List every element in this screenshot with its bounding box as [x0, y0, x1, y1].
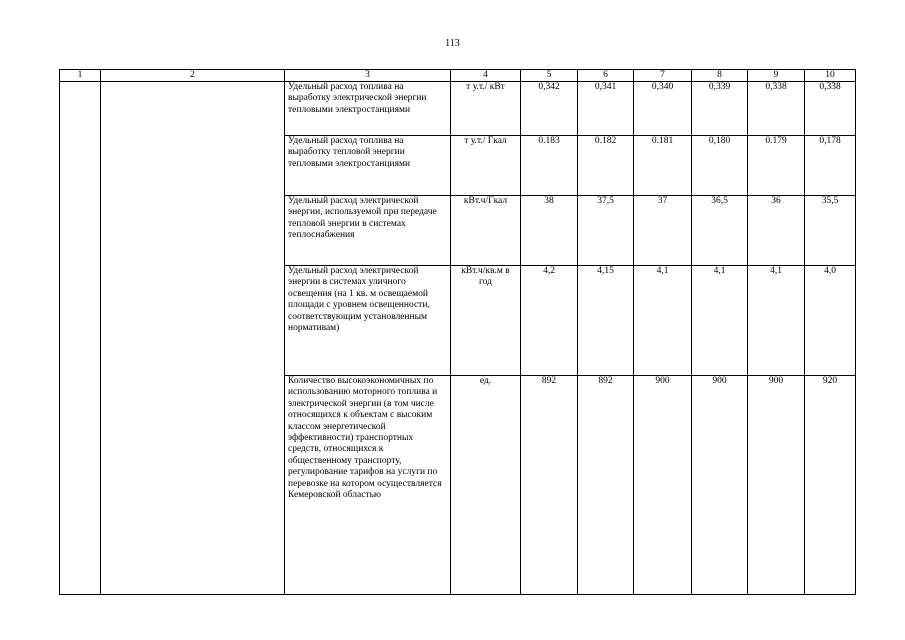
value-cell: 35,5	[805, 196, 856, 266]
column-header: 1	[60, 70, 101, 82]
value-cell: 0,342	[521, 82, 578, 136]
value-cell: 900	[634, 376, 692, 595]
empty-cell-col1	[60, 82, 101, 595]
value-cell: 36	[748, 196, 805, 266]
indicator-unit: т у.т./ Гкал	[451, 136, 521, 196]
value-cell: 892	[578, 376, 634, 595]
column-header: 6	[578, 70, 634, 82]
column-header: 4	[451, 70, 521, 82]
indicator-name: Удельный расход топлива на выработку электрической энергии тепловыми электростанциями	[285, 82, 451, 136]
value-cell: 0,180	[692, 136, 748, 196]
column-header: 10	[805, 70, 856, 82]
value-cell: 0.181	[634, 136, 692, 196]
indicator-name: Удельный расход электрической энергии в системах уличного освещения (на 1 кв. м освещаемой площади с уровнем освещенности, соответствующим установленным нормативам)	[285, 266, 451, 376]
column-header: 8	[692, 70, 748, 82]
value-cell: 4,15	[578, 266, 634, 376]
page-number: 113	[445, 38, 460, 49]
value-cell: 0.182	[578, 136, 634, 196]
column-header: 5	[521, 70, 578, 82]
indicator-unit: ед.	[451, 376, 521, 595]
value-cell: 4,0	[805, 266, 856, 376]
value-cell: 0,338	[748, 82, 805, 136]
value-cell: 0,338	[805, 82, 856, 136]
column-header: 9	[748, 70, 805, 82]
indicator-name: Удельный расход топлива на выработку тепловой энергии тепловыми электростанциями	[285, 136, 451, 196]
column-header: 7	[634, 70, 692, 82]
column-header: 3	[285, 70, 451, 82]
indicator-name: Количество высокоэкономичных по использованию моторного топлива и электрической энергии (в том числе относящихся к объектам с высоким классом энергетической эффективности) транспортных средств, относящихся к общественному транспорту, регулирование тарифов на услуги по перевозке на котором осуществляется Кемеровской областью	[285, 376, 451, 595]
empty-cell-col2	[101, 82, 285, 595]
indicator-unit: т у.т./ кВт	[451, 82, 521, 136]
value-cell: 0,340	[634, 82, 692, 136]
value-cell: 36,5	[692, 196, 748, 266]
indicator-name: Удельный расход электрической энергии, используемой при передаче тепловой энергии в системах теплоснабжения	[285, 196, 451, 266]
value-cell: 892	[521, 376, 578, 595]
value-cell: 920	[805, 376, 856, 595]
value-cell: 37,5	[578, 196, 634, 266]
value-cell: 0.183	[521, 136, 578, 196]
column-header: 2	[101, 70, 285, 82]
value-cell: 4,1	[748, 266, 805, 376]
table-row	[60, 82, 856, 136]
value-cell: 0,341	[578, 82, 634, 136]
indicator-unit: кВт.ч/Гкал	[451, 196, 521, 266]
value-cell: 4,1	[634, 266, 692, 376]
value-cell: 4,2	[521, 266, 578, 376]
value-cell: 0,339	[692, 82, 748, 136]
value-cell: 4,1	[692, 266, 748, 376]
value-cell: 900	[692, 376, 748, 595]
indicators-table	[59, 69, 856, 595]
value-cell: 900	[748, 376, 805, 595]
value-cell: 0.179	[748, 136, 805, 196]
value-cell: 0,178	[805, 136, 856, 196]
indicator-unit: кВт.ч/кв.м в год	[451, 266, 521, 376]
column-number-row	[60, 70, 856, 82]
value-cell: 38	[521, 196, 578, 266]
value-cell: 37	[634, 196, 692, 266]
